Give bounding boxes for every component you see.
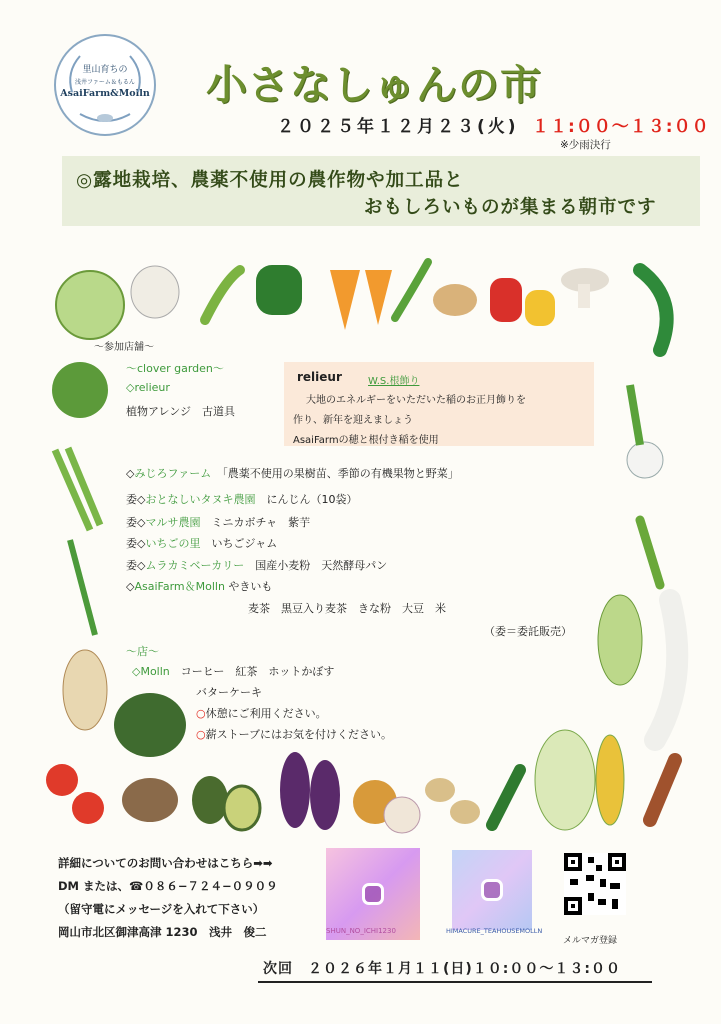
clover-garden-label: 〜clover garden〜 bbox=[126, 362, 224, 375]
yellow-pepper-icon bbox=[525, 290, 555, 326]
vendor-row: 委◇ムラカミベーカリー 国産小麦粉 天然酵母パン bbox=[126, 559, 388, 572]
molln-note1: ○休憩にご利用ください。 bbox=[196, 707, 327, 720]
garlic-icon bbox=[131, 266, 179, 318]
carrot-icon bbox=[330, 270, 392, 330]
asparagus-icon bbox=[55, 448, 100, 530]
vendor-row: 委◇マルサ農園 ミニカボチャ 紫芋 bbox=[126, 516, 311, 529]
bok-choy-icon bbox=[598, 595, 642, 685]
relieur-desc: 植物アレンジ 古道具 bbox=[126, 405, 236, 418]
vendor-name: ムラカミベーカリー bbox=[145, 559, 245, 572]
green-bean-icon bbox=[395, 262, 428, 318]
vendor-name: おとなしいタヌキ農園 bbox=[145, 493, 256, 506]
circle-icon: ○ bbox=[196, 728, 206, 741]
vendor-row: ◇AsaiFarm＆Molln やきいも bbox=[126, 580, 273, 593]
qr-code-icon bbox=[564, 853, 626, 915]
taro-icon bbox=[122, 778, 178, 822]
contact-line: 岡山市北区御津高津 1230 浅井 俊二 bbox=[58, 925, 267, 939]
corn-icon bbox=[596, 735, 624, 825]
potato-icon bbox=[425, 778, 480, 824]
molln-note2: ○薪ストーブにはお気を付けください。 bbox=[196, 728, 393, 741]
mushroom-icon bbox=[561, 268, 609, 308]
event-date: ２０２５年１２月２３(火) bbox=[277, 117, 519, 137]
logo-line3: AsaiFarm&Molln bbox=[60, 88, 150, 99]
vendor-name: いちごの里 bbox=[145, 537, 201, 550]
logo-line1: 里山育ちの bbox=[82, 65, 128, 75]
burdock-icon bbox=[650, 760, 675, 820]
participants-header: 〜参加店舗〜 bbox=[94, 342, 154, 353]
molln-row: ◇Molln コーヒー 紅茶 ホットかぼす bbox=[132, 665, 335, 678]
spinach-icon bbox=[640, 270, 667, 350]
shop-header: 〜店〜 bbox=[126, 645, 159, 658]
workshop-line2: 作り、新年を迎えましょう bbox=[293, 415, 413, 426]
qr1-label: SHUN_NO_ICHI1230 bbox=[326, 927, 396, 935]
event-time: １１:００〜１３:００ bbox=[532, 117, 710, 137]
vendor-name: みじろファーム bbox=[134, 467, 212, 480]
asai-products: 麦茶 黒豆入り麦茶 きな粉 大豆 米 bbox=[248, 602, 446, 615]
relieur-label: ◇relieur bbox=[126, 381, 170, 394]
chinese-cabbage-icon bbox=[535, 730, 595, 830]
vendor-row: 委◇おとなしいタヌキ農園 にんじん（10袋） bbox=[126, 493, 358, 506]
molln-items2: バターケーキ bbox=[196, 686, 262, 699]
consign-note: （委＝委託販売） bbox=[484, 625, 572, 638]
page-title: 小さなしゅんの市 bbox=[206, 61, 542, 109]
vendor-row: ◇みじろファーム 「農薬不使用の果樹苗、季節の有機果物と野菜」 bbox=[126, 467, 459, 480]
newsletter-qr-code[interactable] bbox=[564, 853, 626, 915]
lotus-root-icon bbox=[63, 650, 107, 730]
onion-icon bbox=[353, 780, 420, 833]
instagram-icon bbox=[481, 879, 503, 901]
banner-line1: ◎露地栽培、農薬不使用の農作物や加工品と bbox=[76, 170, 464, 191]
qr3-label: メルマガ登録 bbox=[563, 936, 618, 946]
broccoli-icon bbox=[52, 362, 108, 418]
ginger-icon bbox=[433, 284, 477, 316]
molln-label: ◇Molln bbox=[132, 665, 170, 678]
contact-line: 詳細についてのお問い合わせはこちら➡➡ bbox=[58, 856, 273, 870]
avocado-icon bbox=[192, 776, 260, 830]
daikon-icon bbox=[655, 600, 677, 740]
pumpkin-icon bbox=[114, 693, 186, 757]
workshop-line3: AsaiFarmの穂と根付き稲を使用 bbox=[293, 435, 439, 446]
vendor-name: AsaiFarm＆Molln bbox=[134, 580, 225, 593]
workshop-tag: W.S.根飾り bbox=[368, 376, 420, 387]
tomato-icon bbox=[46, 764, 104, 824]
circle-icon: ○ bbox=[196, 707, 206, 720]
pepper-icon bbox=[256, 265, 302, 315]
instagram-icon bbox=[362, 883, 384, 905]
instagram-qr-code-2[interactable] bbox=[452, 850, 532, 930]
qr2-label: HIMACURE_TEAHOUSEMOLLN bbox=[446, 927, 543, 935]
rain-note: ※少雨決行 bbox=[560, 139, 611, 151]
banner-line2: おもしろいものが集まる朝市です bbox=[364, 197, 657, 218]
cucumber-icon bbox=[492, 770, 520, 825]
workshop-line1: 大地のエネルギーをいただいた稲のお正月飾りを bbox=[306, 395, 526, 406]
eggplant-icon bbox=[280, 752, 340, 830]
pea-pod-icon bbox=[205, 270, 240, 320]
next-event-underline bbox=[258, 981, 652, 983]
cabbage-icon bbox=[56, 271, 124, 339]
scallion-icon bbox=[70, 540, 95, 635]
vendor-row: 委◇いちごの里 いちごジャム bbox=[126, 537, 278, 550]
turnip-icon bbox=[627, 385, 663, 478]
logo-line2: 浅井ファーム＆もるん bbox=[75, 79, 135, 86]
contact-line: DM または、☎０８６−７２４−０９０９ bbox=[58, 879, 278, 893]
next-event: 次回 ２０２６年１月１１(日)１０:００〜１３:００ bbox=[263, 961, 621, 977]
vendor-name: マルサ農園 bbox=[145, 516, 201, 529]
contact-line: （留守電にメッセージを入れて下さい） bbox=[58, 902, 265, 916]
contact-block bbox=[58, 852, 278, 944]
red-pepper-icon bbox=[490, 278, 522, 322]
okra-icon bbox=[640, 520, 660, 585]
workshop-name: relieur bbox=[297, 370, 342, 384]
